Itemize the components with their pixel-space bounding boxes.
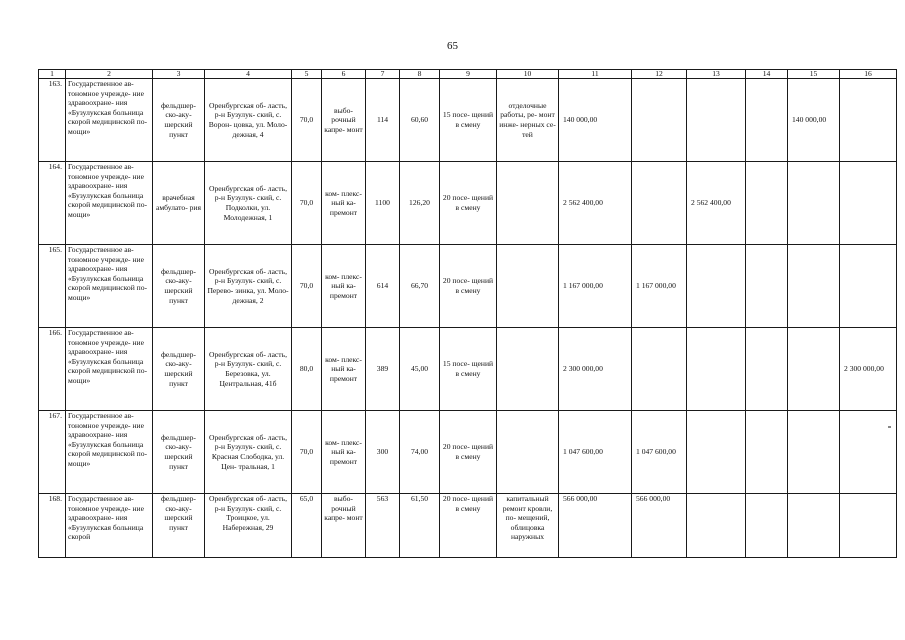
works-description xyxy=(497,328,559,411)
cell-col7: 389 xyxy=(366,328,400,411)
cell-col7: 614 xyxy=(366,245,400,328)
row-number: 167. xyxy=(39,411,66,494)
capacity: 15 посе- щений в смену xyxy=(440,79,497,162)
amount-col14 xyxy=(746,79,788,162)
table-row xyxy=(39,411,897,494)
amount-col14 xyxy=(746,162,788,245)
column-number: 9 xyxy=(440,70,497,79)
cell-col8: 45,00 xyxy=(400,328,440,411)
table-row xyxy=(39,79,897,162)
column-number: 13 xyxy=(687,70,746,79)
amount-col15 xyxy=(788,494,840,558)
amount-col15 xyxy=(788,162,840,245)
institution-name: Государственное ав- тономное учрежде- ние здравоохране- ния «Бузулукская больница скорой медицинской по- мощи» xyxy=(66,162,153,245)
works-description xyxy=(497,245,559,328)
cell-col7: 563 xyxy=(366,494,400,558)
amount-col11: 566 000,00 xyxy=(559,494,632,558)
amount-col13: 2 562 400,00 xyxy=(687,162,746,245)
facility-type: фельдшер- ско-аку- шерский пункт xyxy=(153,494,205,558)
cell-col5: 80,0 xyxy=(292,328,322,411)
amount-col14 xyxy=(746,245,788,328)
facility-type: фельдшер- ско-аку- шерский пункт xyxy=(153,245,205,328)
amount-col14 xyxy=(746,328,788,411)
repair-type: выбо- рочный капре- монт xyxy=(322,494,366,558)
amount-col13 xyxy=(687,245,746,328)
amount-col11: 2 300 000,00 xyxy=(559,328,632,411)
capacity: 15 посе- щений в смену xyxy=(440,328,497,411)
cell-col7: 114 xyxy=(366,79,400,162)
facility-type: фельдшер- ско-аку- шерский пункт xyxy=(153,79,205,162)
repair-type: ком- плекс- ный ка- премонт xyxy=(322,245,366,328)
row-number: 165. xyxy=(39,245,66,328)
table-row xyxy=(39,494,897,558)
institution-name: Государственное ав- тономное учрежде- ние здравоохране- ния «Бузулукская больница скорой xyxy=(66,494,153,558)
institution-name: Государственное ав- тономное учрежде- ние здравоохране- ния «Бузулукская больница скорой медицинской по- мощи» xyxy=(66,245,153,328)
column-number: 5 xyxy=(292,70,322,79)
cell-col5: 70,0 xyxy=(292,79,322,162)
amount-col11: 140 000,00 xyxy=(559,79,632,162)
amount-col12 xyxy=(632,162,687,245)
amount-col12: 1 047 600,00 xyxy=(632,411,687,494)
column-number: 1 xyxy=(39,70,66,79)
amount-col11: 1 167 000,00 xyxy=(559,245,632,328)
works-description: отделочные работы, ре- монт инже- нерных се- тей xyxy=(497,79,559,162)
capacity: 20 посе- щений в смену xyxy=(440,245,497,328)
amount-col12: 1 167 000,00 xyxy=(632,245,687,328)
facility-type: фельдшер- ско-аку- шерский пункт xyxy=(153,328,205,411)
capacity: 20 посе- щений в смену xyxy=(440,494,497,558)
cell-col5: 65,0 xyxy=(292,494,322,558)
amount-col15: 140 000,00 xyxy=(788,79,840,162)
facility-type: врачебная амбулато- рия xyxy=(153,162,205,245)
amount-col16: 2 300 000,00 xyxy=(840,328,897,411)
repair-type: ком- плекс- ный ка- премонт xyxy=(322,328,366,411)
cell-col5: 70,0 xyxy=(292,245,322,328)
column-number: 3 xyxy=(153,70,205,79)
row-number: 168. xyxy=(39,494,66,558)
amount-col12 xyxy=(632,328,687,411)
repair-type: ком- плекс- ный ка- премонт xyxy=(322,162,366,245)
scan-speck xyxy=(888,426,891,428)
capital-repair-register-table xyxy=(38,69,897,558)
works-description xyxy=(497,162,559,245)
column-number: 10 xyxy=(497,70,559,79)
facility-address: Оренбургская об- ласть, р-н Бузулук- ский, с. Березовка, ул. Центральная, 41б xyxy=(205,328,292,411)
capacity: 20 посе- щений в смену xyxy=(440,162,497,245)
row-number: 163. xyxy=(39,79,66,162)
column-number: 7 xyxy=(366,70,400,79)
amount-col12 xyxy=(632,79,687,162)
amount-col16 xyxy=(840,411,897,494)
cell-col5: 70,0 xyxy=(292,162,322,245)
amount-col11: 1 047 600,00 xyxy=(559,411,632,494)
facility-address: Оренбургская об- ласть, р-н Бузулук- ский, с. Ворон- цовка, ул. Моло- дежная, 4 xyxy=(205,79,292,162)
facility-address: Оренбургская об- ласть, р-н Бузулук- ский, с. Троицкое, ул. Набережная, 29 xyxy=(205,494,292,558)
amount-col14 xyxy=(746,411,788,494)
facility-address: Оренбургская об- ласть, р-н Бузулук- ский, с. Перево- зинка, ул. Моло- дежная, 2 xyxy=(205,245,292,328)
amount-col15 xyxy=(788,411,840,494)
facility-address: Оренбургская об- ласть, р-н Бузулук- ский, с. Подколки, ул. Молодежная, 1 xyxy=(205,162,292,245)
column-number: 16 xyxy=(840,70,897,79)
institution-name: Государственное ав- тономное учрежде- ние здравоохране- ния «Бузулукская больница скорой медицинской по- мощи» xyxy=(66,411,153,494)
column-number: 14 xyxy=(746,70,788,79)
column-number: 12 xyxy=(632,70,687,79)
amount-col16 xyxy=(840,162,897,245)
cell-col7: 300 xyxy=(366,411,400,494)
cell-col8: 74,00 xyxy=(400,411,440,494)
table-row xyxy=(39,162,897,245)
column-number: 6 xyxy=(322,70,366,79)
amount-col13 xyxy=(687,79,746,162)
cell-col7: 1100 xyxy=(366,162,400,245)
amount-col14 xyxy=(746,494,788,558)
cell-col8: 126,20 xyxy=(400,162,440,245)
amount-col16 xyxy=(840,245,897,328)
cell-col8: 61,50 xyxy=(400,494,440,558)
amount-col13 xyxy=(687,328,746,411)
facility-address: Оренбургская об- ласть, р-н Бузулук- ский, с. Красная Слободка, ул. Цен- тральная, 1 xyxy=(205,411,292,494)
works-description: капитальный ремонт кровли, по- мещений, облицовка наружных xyxy=(497,494,559,558)
amount-col11: 2 562 400,00 xyxy=(559,162,632,245)
column-number: 11 xyxy=(559,70,632,79)
amount-col13 xyxy=(687,411,746,494)
cell-col5: 70,0 xyxy=(292,411,322,494)
facility-type: фельдшер- ско-аку- шерский пункт xyxy=(153,411,205,494)
table-row xyxy=(39,245,897,328)
capacity: 20 посе- щений в смену xyxy=(440,411,497,494)
amount-col15 xyxy=(788,245,840,328)
repair-type: ком- плекс- ный ка- премонт xyxy=(322,411,366,494)
cell-col8: 60,60 xyxy=(400,79,440,162)
works-description xyxy=(497,411,559,494)
column-number-row xyxy=(39,70,897,79)
repair-type: выбо- рочный капре- монт xyxy=(322,79,366,162)
row-number: 164. xyxy=(39,162,66,245)
row-number: 166. xyxy=(39,328,66,411)
amount-col16 xyxy=(840,79,897,162)
column-number: 4 xyxy=(205,70,292,79)
column-number: 8 xyxy=(400,70,440,79)
amount-col15 xyxy=(788,328,840,411)
column-number: 15 xyxy=(788,70,840,79)
page-number: 65 xyxy=(447,40,458,52)
institution-name: Государственное ав- тономное учрежде- ние здравоохране- ния «Бузулукская больница скорой медицинской по- мощи» xyxy=(66,79,153,162)
amount-col13 xyxy=(687,494,746,558)
amount-col12: 566 000,00 xyxy=(632,494,687,558)
column-number: 2 xyxy=(66,70,153,79)
amount-col16 xyxy=(840,494,897,558)
institution-name: Государственное ав- тономное учрежде- ние здравоохране- ния «Бузулукская больница скорой медицинской по- мощи» xyxy=(66,328,153,411)
table-row xyxy=(39,328,897,411)
cell-col8: 66,70 xyxy=(400,245,440,328)
